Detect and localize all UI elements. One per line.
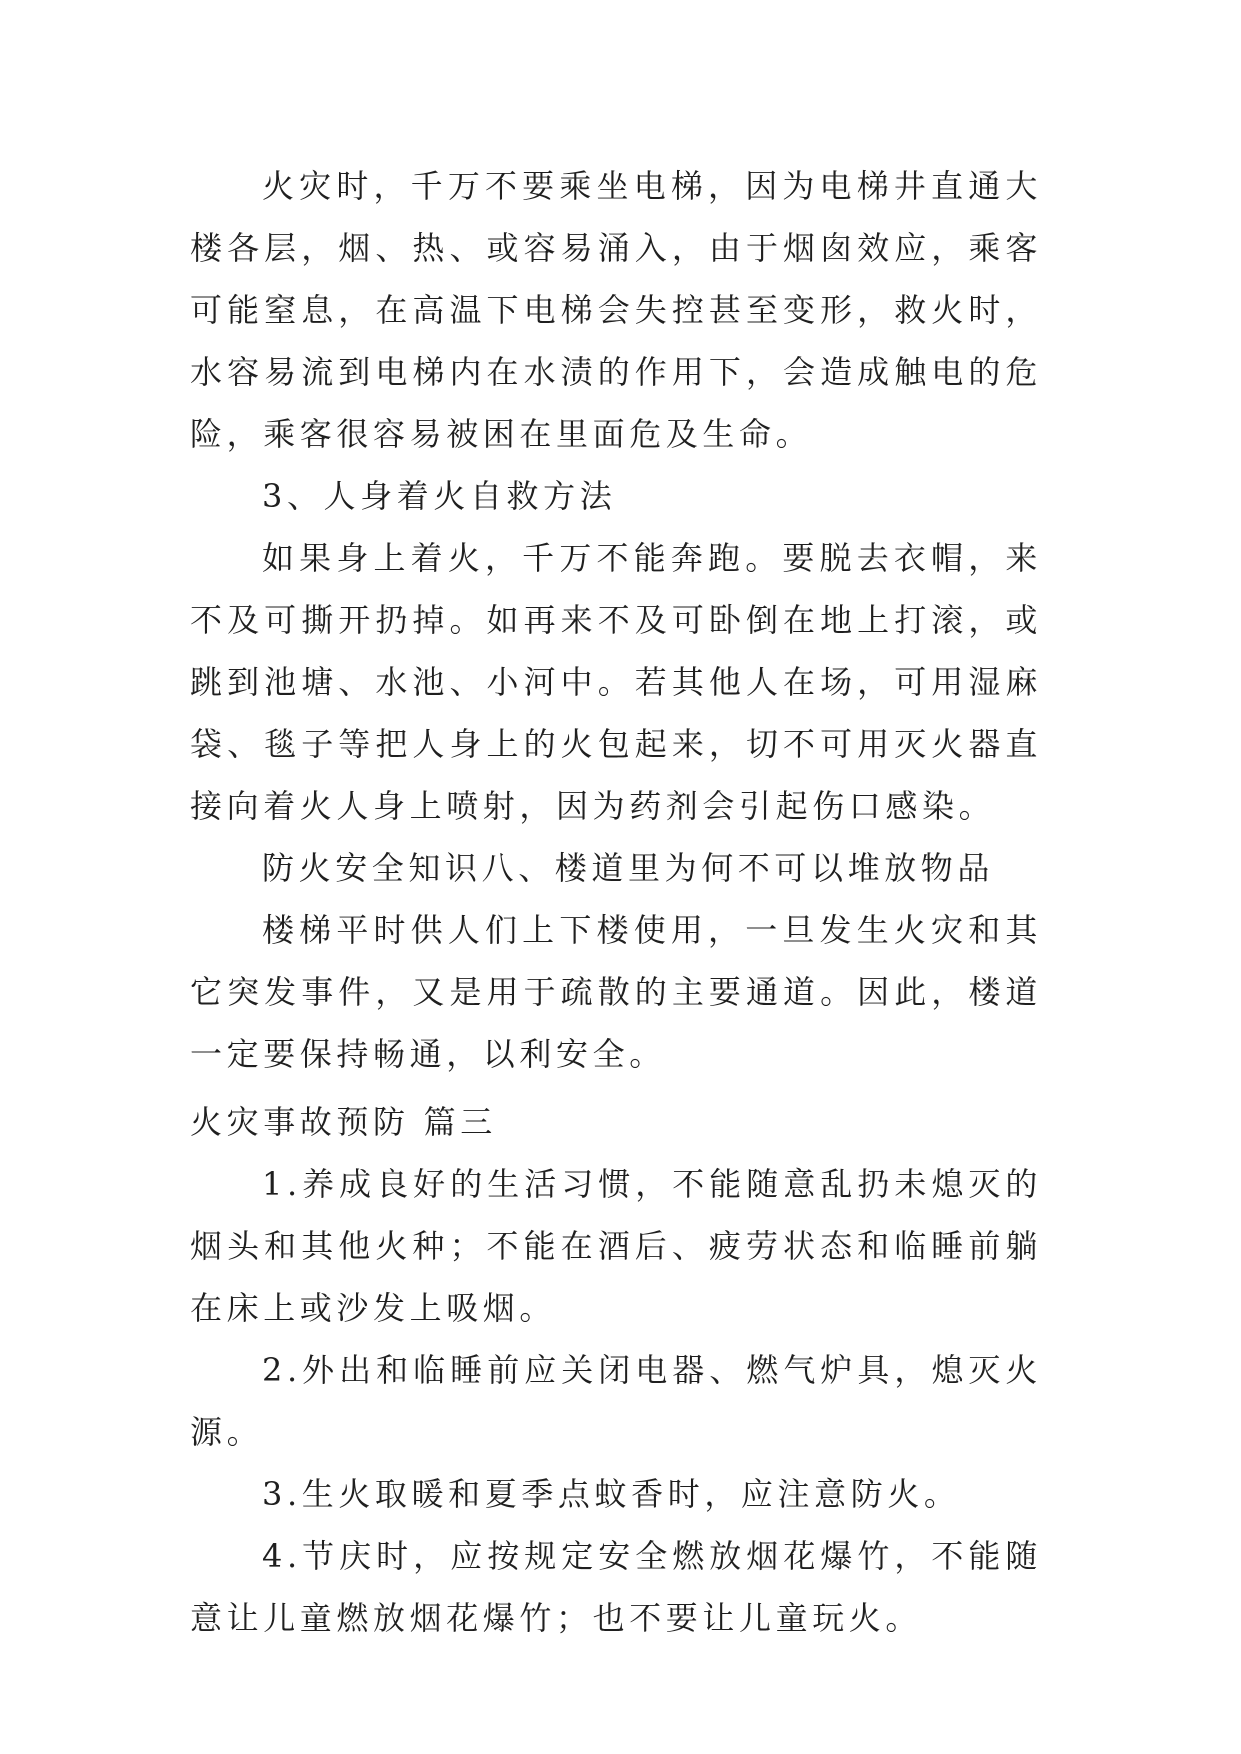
subheading-body-on-fire: 3、人身着火自救方法	[262, 477, 617, 515]
subheading-corridor-storage: 防火安全知识八、楼道里为何不可以堆放物品	[262, 849, 995, 887]
section-two-heading	[190, 1091, 1042, 1153]
list-item-heating-mosquito-coil: 3.生火取暖和夏季点蚊香时，应注意防火。	[262, 1475, 961, 1513]
list-item-close-appliances: 2.外出和临睡前应关闭电器、燃气炉具，熄灭火源。	[190, 1351, 1042, 1451]
section-one	[190, 155, 1042, 1085]
paragraph-corridor-storage: 楼梯平时供人们上下楼使用，一旦发生火灾和其它突发事件，又是用于疏散的主要通道。因此，楼道一定要保持畅通，以利安全。	[190, 911, 1042, 1073]
paragraph-body-on-fire: 如果身上着火，千万不能奔跑。要脱去衣帽，来不及可撕开扔掉。如再来不及可卧倒在地上打滚，或跳到池塘、水池、小河中。若其他人在场，可用湿麻袋、毯子等把人身上的火包起来，切不可用灭火器直接向着火人身上喷射，因为药剂会引起伤口感染。	[190, 539, 1042, 825]
section-two-title: 火灾事故预防	[190, 1103, 410, 1141]
paragraph-elevator-warning: 火灾时，千万不要乘坐电梯，因为电梯井直通大楼各层，烟、热、或容易涌入，由于烟囱效应，乘客可能窒息，在高温下电梯会失控甚至变形，救火时，水容易流到电梯内在水渍的作用下，会造成触电的危险，乘客很容易被困在里面危及生命。	[190, 167, 1042, 453]
section-two	[190, 1153, 1042, 1649]
section-two-subtitle: 篇三	[423, 1103, 497, 1141]
list-item-fireworks: 4.节庆时，应按规定安全燃放烟花爆竹，不能随意让儿童燃放烟花爆竹；也不要让儿童玩火。	[190, 1537, 1042, 1637]
list-item-habits: 1.养成良好的生活习惯，不能随意乱扔未熄灭的烟头和其他火种；不能在酒后、疲劳状态和临睡前躺在床上或沙发上吸烟。	[190, 1165, 1042, 1327]
